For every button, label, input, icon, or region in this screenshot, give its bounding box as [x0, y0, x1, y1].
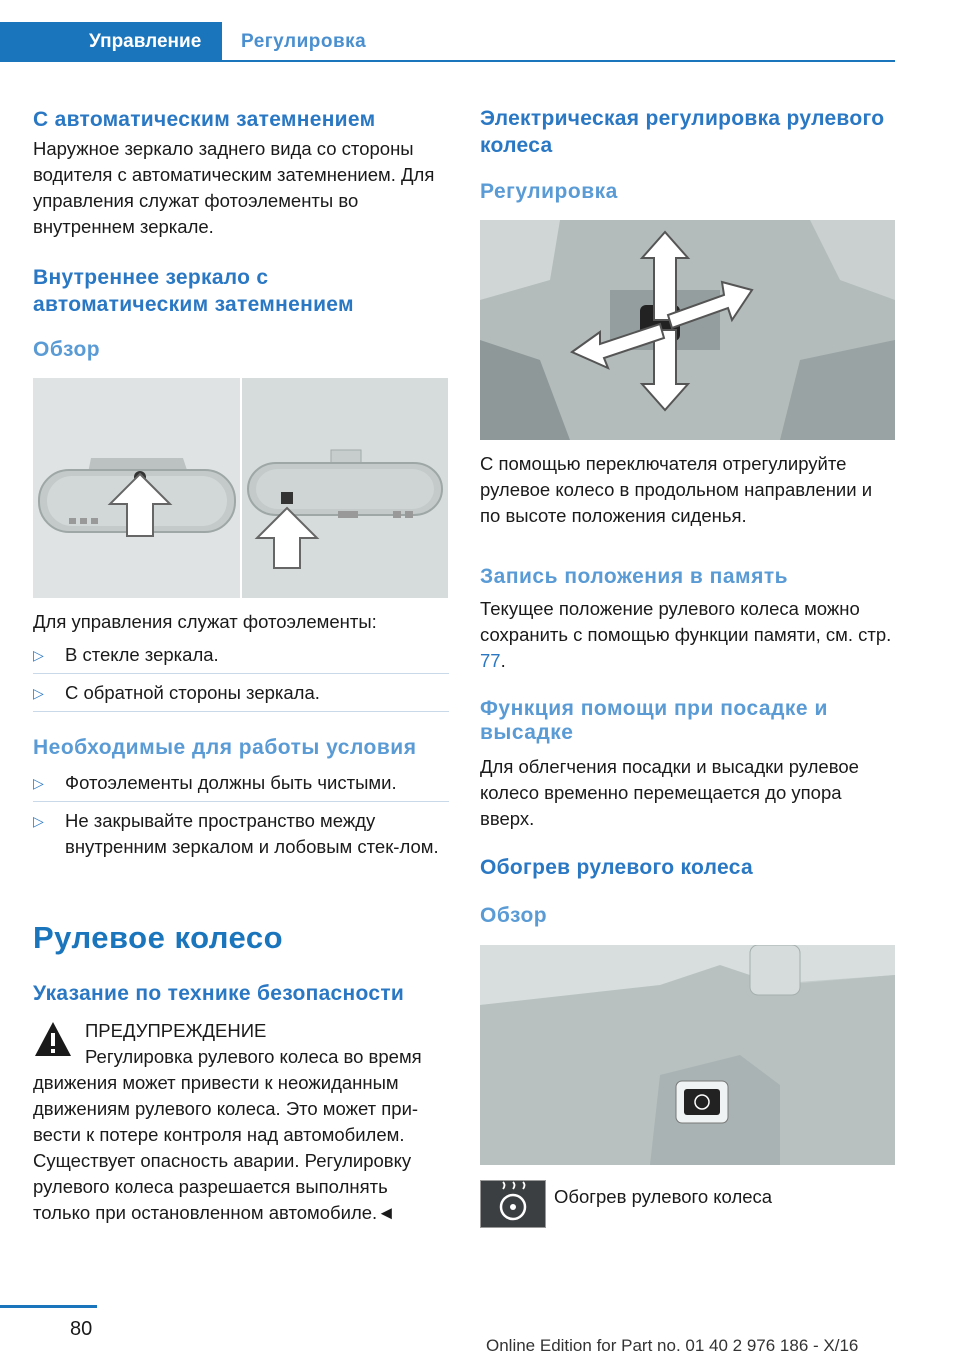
- heating-button-drawing: [480, 945, 895, 1165]
- page-number: 80: [70, 1318, 93, 1340]
- warning-text: Регулировка рулевого колеса во время движения может привести к неожиданным движениям рулевого колеса. Это может при-вести к потере контроля над автомобилем. Существует опасность аварии. Регулировку рулевого колеса разрешается выполнять только при остановленном автомобиле.◄: [33, 1046, 422, 1223]
- heading-overview: Обзор: [33, 338, 101, 361]
- heading-safety: Указание по технике безопасности: [33, 982, 405, 1005]
- heading-entry-assist: Функция помощи при посадке и высадке: [480, 697, 828, 744]
- paragraph-auto-dimming: Наружное зеркало заднего вида со стороны водителя с автоматическим затемнением. Для управления служат фотоэлементы во внутреннем зеркале.: [33, 138, 435, 237]
- paragraph-photo-cells: Для управления служат фотоэлементы:: [33, 611, 377, 632]
- heading-auto-dimming: С автоматическим затемнением: [33, 108, 376, 131]
- section-tabs: [0, 22, 895, 62]
- list-divider: [33, 801, 449, 802]
- heading-inner-mirror: Внутреннее зеркало с автоматическим затемнением: [33, 266, 354, 316]
- heated-steering-wheel-icon: [480, 1180, 546, 1228]
- warning-title: ПРЕДУПРЕЖДЕНИЕ: [85, 1020, 267, 1041]
- paragraph-entry-assist: Для облегчения посадки и высадки рулевое колесо временно перемещается до упора вверх.: [480, 756, 859, 829]
- heating-button-label: Обогрев рулевого колеса: [554, 1186, 773, 1207]
- heading-overview-2: Обзор: [480, 904, 548, 927]
- heating-button-illustration: [480, 945, 895, 1165]
- mirror-illustration: [33, 378, 448, 598]
- list-divider: [33, 711, 449, 712]
- list-item: ▷ В стекле зеркала.: [33, 642, 449, 668]
- footer-edition: Online Edition for Part no. 01 40 2 976 186 - X/16: [486, 1336, 859, 1355]
- heading-steering-wheel: Рулевое колесо: [33, 920, 284, 955]
- heading-electric-adjust: Электрическая регулировка рулевого колеса: [480, 107, 885, 157]
- list-item: ▷ Фотоэлементы должны быть чистыми.: [33, 770, 449, 796]
- list-item: ▷ Не закрывайте пространство между внутренним зеркалом и лобовым стек-лом.: [33, 808, 449, 860]
- adjust-switch-illustration: [480, 220, 895, 440]
- list-divider: [33, 673, 449, 674]
- heading-adjustment: Регулировка: [480, 180, 618, 203]
- heading-heating: Обогрев рулевого колеса: [480, 856, 753, 879]
- footer-accent-bar: [0, 1305, 97, 1308]
- list-item: ▷ С обратной стороны зеркала.: [33, 680, 449, 706]
- tab-regulirovka[interactable]: Регулировка: [241, 31, 367, 52]
- mirror-drawing: [33, 378, 448, 598]
- adjust-switch-drawing: [480, 220, 895, 440]
- paragraph-memory: Текущее положение рулевого колеса можно сохранить с помощью функции памяти, см. стр. 77.: [480, 598, 892, 671]
- heading-conditions: Необходимые для работы условия: [33, 736, 417, 759]
- tab-upravlenie[interactable]: Управление: [0, 22, 222, 62]
- heading-memory: Запись положения в память: [480, 565, 789, 588]
- tab-underline: [222, 60, 895, 62]
- paragraph-adjustment: С помощью переключателя отрегулируйте рулевое колесо в продольном направлении и по высоте положения сиденья.: [480, 453, 873, 526]
- page-reference-link[interactable]: 77: [480, 650, 501, 671]
